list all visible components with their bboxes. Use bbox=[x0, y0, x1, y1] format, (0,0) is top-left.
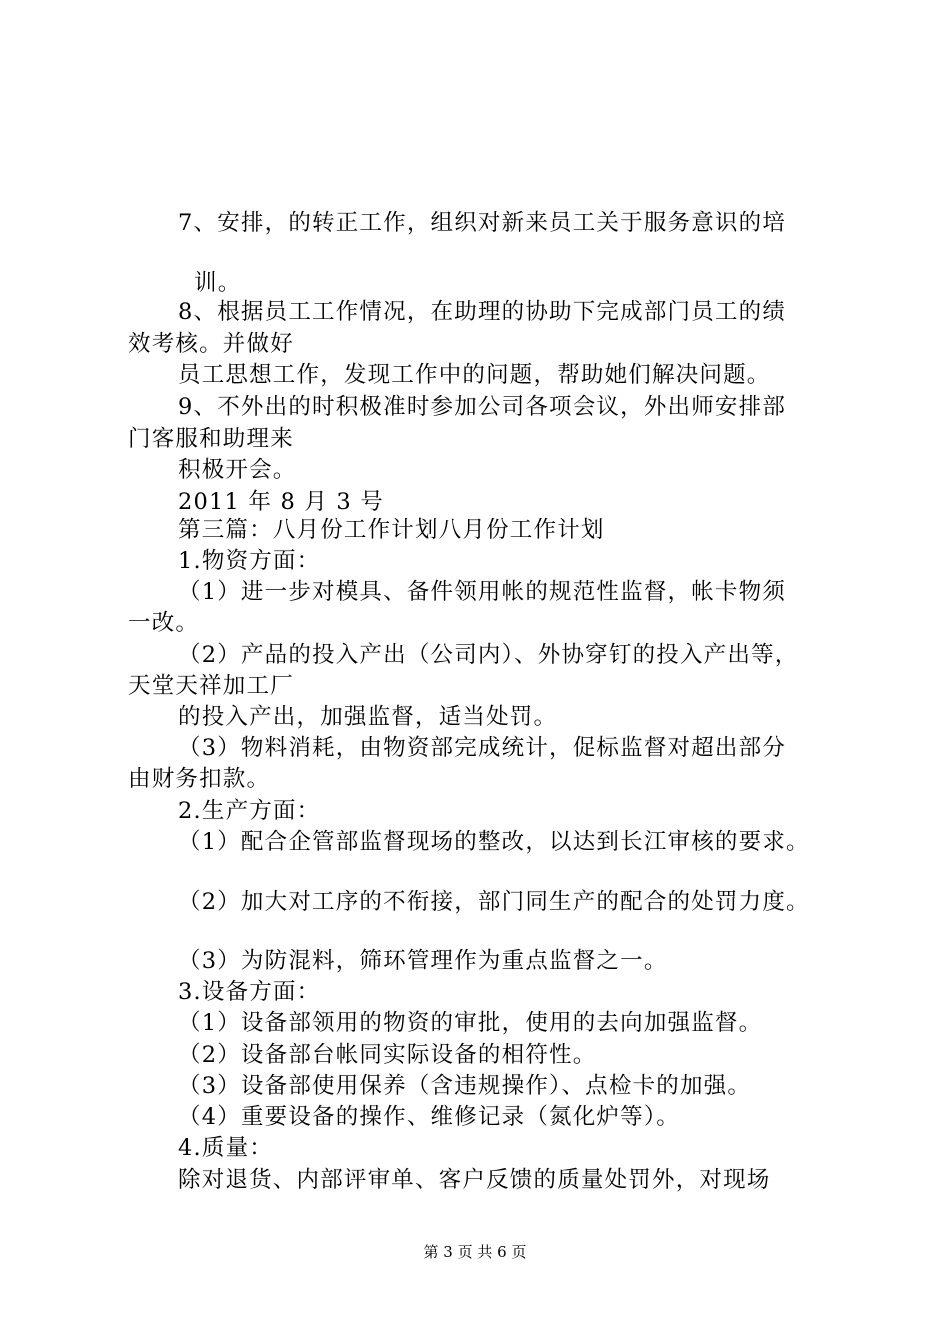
body-line: 9、不外出的时积极准时参加公司各项会议，外出师安排部 bbox=[178, 394, 787, 420]
body-line: 训。 bbox=[194, 270, 242, 296]
body-line: 天堂天祥加工厂 bbox=[128, 673, 294, 699]
body-line: 员工思想工作，发现工作中的问题，帮助她们解决问题。 bbox=[178, 362, 771, 388]
section-heading: 4.质量： bbox=[178, 1135, 273, 1161]
body-line: 的投入产出，加强监督，适当处罚。 bbox=[178, 704, 558, 730]
body-line: 积极开会。 bbox=[178, 457, 297, 483]
body-line: （3）为防混料，筛环管理作为重点监督之一。 bbox=[178, 948, 668, 974]
section-title: 第三篇：八月份工作计划八月份工作计划 bbox=[178, 517, 605, 543]
section-heading: 1.物资方面： bbox=[178, 548, 321, 574]
body-line: 一改。 bbox=[128, 610, 200, 636]
page-footer bbox=[0, 1242, 950, 1262]
body-line: （2）产品的投入产出（公司内）、外协穿钉的投入产出等， bbox=[178, 642, 799, 668]
body-line: （1）设备部领用的物资的审批，使用的去向加强监督。 bbox=[178, 1010, 763, 1036]
body-line: （3）物料消耗，由物资部完成统计，促标监督对超出部分 bbox=[178, 735, 787, 761]
body-line: 效考核。并做好 bbox=[128, 331, 294, 357]
section-heading: 3.设备方面： bbox=[178, 979, 321, 1005]
date-line: 2011 年 8 月 3 号 bbox=[178, 489, 384, 515]
body-line: 8、根据员工工作情况，在助理的协助下完成部门员工的绩 bbox=[178, 299, 787, 325]
body-line: （1）配合企管部监督现场的整改，以达到长江审核的要求。 bbox=[178, 829, 810, 855]
body-line: （4）重要设备的操作、维修记录（氮化炉等）。 bbox=[178, 1104, 680, 1130]
body-line: （2）加大对工序的不衔接，部门同生产的配合的处罚力度。 bbox=[178, 889, 810, 915]
body-line: （1）进一步对模具、备件领用帐的规范性监督，帐卡物须 bbox=[178, 579, 787, 605]
body-line: 门客服和助理来 bbox=[128, 426, 294, 452]
body-line: 7、安排，的转正工作，组织对新来员工关于服务意识的培 bbox=[178, 210, 787, 236]
body-line: （3）设备部使用保养（含违规操作）、点检卡的加强。 bbox=[178, 1073, 752, 1099]
body-line: 由财务扣款。 bbox=[128, 766, 271, 792]
section-heading: 2.生产方面： bbox=[178, 798, 321, 824]
page-indicator: 第 3 页 共 6 页 bbox=[423, 1243, 527, 1261]
body-line: （2）设备部台帐同实际设备的相符性。 bbox=[178, 1042, 597, 1068]
body-line: 除对退货、内部评审单、客户反馈的质量处罚外，对现场 bbox=[178, 1167, 771, 1193]
